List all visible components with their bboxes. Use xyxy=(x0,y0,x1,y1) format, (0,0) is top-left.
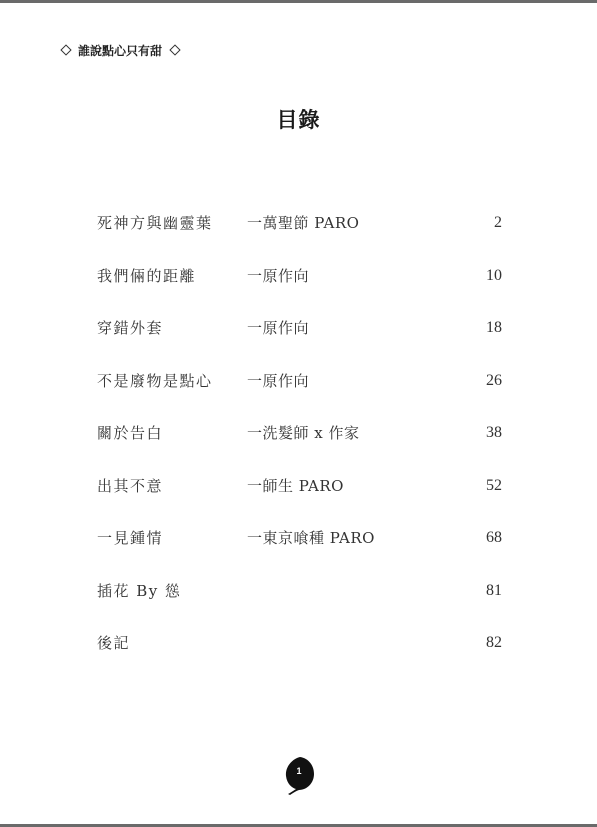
entry-page-number: 81 xyxy=(486,581,502,599)
entry-title: 死神方與幽靈葉 xyxy=(97,214,213,232)
toc-entry[interactable] xyxy=(97,420,502,473)
page-title: 目錄 xyxy=(276,108,321,132)
entry-title: 穿錯外套 xyxy=(97,319,164,337)
entry-subtitle: 一原作向 xyxy=(247,371,310,390)
entry-page-number: 38 xyxy=(486,424,502,441)
entry-page-number: 10 xyxy=(486,266,502,284)
diamond-icon xyxy=(60,44,71,55)
entry-title: 一見鍾情 xyxy=(97,529,164,547)
entry-subtitle: 一東京喰種 PARO xyxy=(247,529,375,547)
entry-title: 後記 xyxy=(97,634,131,652)
entry-page-number: 82 xyxy=(486,634,502,651)
toc-entry[interactable] xyxy=(97,368,502,421)
toc-entry[interactable] xyxy=(97,578,502,631)
entry-subtitle: 一原作向 xyxy=(247,319,310,337)
entry-subtitle: 一洗髮師 x 作家 xyxy=(247,424,360,442)
entry-page-number: 2 xyxy=(494,214,502,231)
toc-entry[interactable] xyxy=(97,210,502,263)
top-border xyxy=(0,0,597,3)
entry-subtitle: 一師生 PARO xyxy=(247,476,344,495)
entry-title: 出其不意 xyxy=(97,476,164,495)
entry-subtitle: 一萬聖節 PARO xyxy=(247,214,360,232)
toc-entry[interactable] xyxy=(97,525,502,578)
entry-subtitle: 一原作向 xyxy=(247,266,310,285)
entry-title: 我們倆的距離 xyxy=(97,266,197,285)
entry-page-number: 68 xyxy=(486,529,502,546)
toc-entry[interactable] xyxy=(97,263,502,316)
toc-entry[interactable] xyxy=(97,315,502,368)
entry-title: 關於告白 xyxy=(97,424,164,442)
toc-entry[interactable] xyxy=(97,630,502,683)
entry-page-number: 18 xyxy=(486,319,502,336)
running-header xyxy=(60,41,181,59)
entry-title: 插花 By 慫 xyxy=(97,581,182,600)
table-of-contents xyxy=(97,210,502,683)
diamond-icon xyxy=(169,44,180,55)
entry-title: 不是廢物是點心 xyxy=(97,371,213,390)
entry-page-number: 52 xyxy=(486,476,502,494)
book-title: 誰說點心只有甜 xyxy=(78,43,163,58)
entry-page-number: 26 xyxy=(486,371,502,389)
toc-entry[interactable] xyxy=(97,473,502,526)
page-number: 1 xyxy=(296,766,302,776)
